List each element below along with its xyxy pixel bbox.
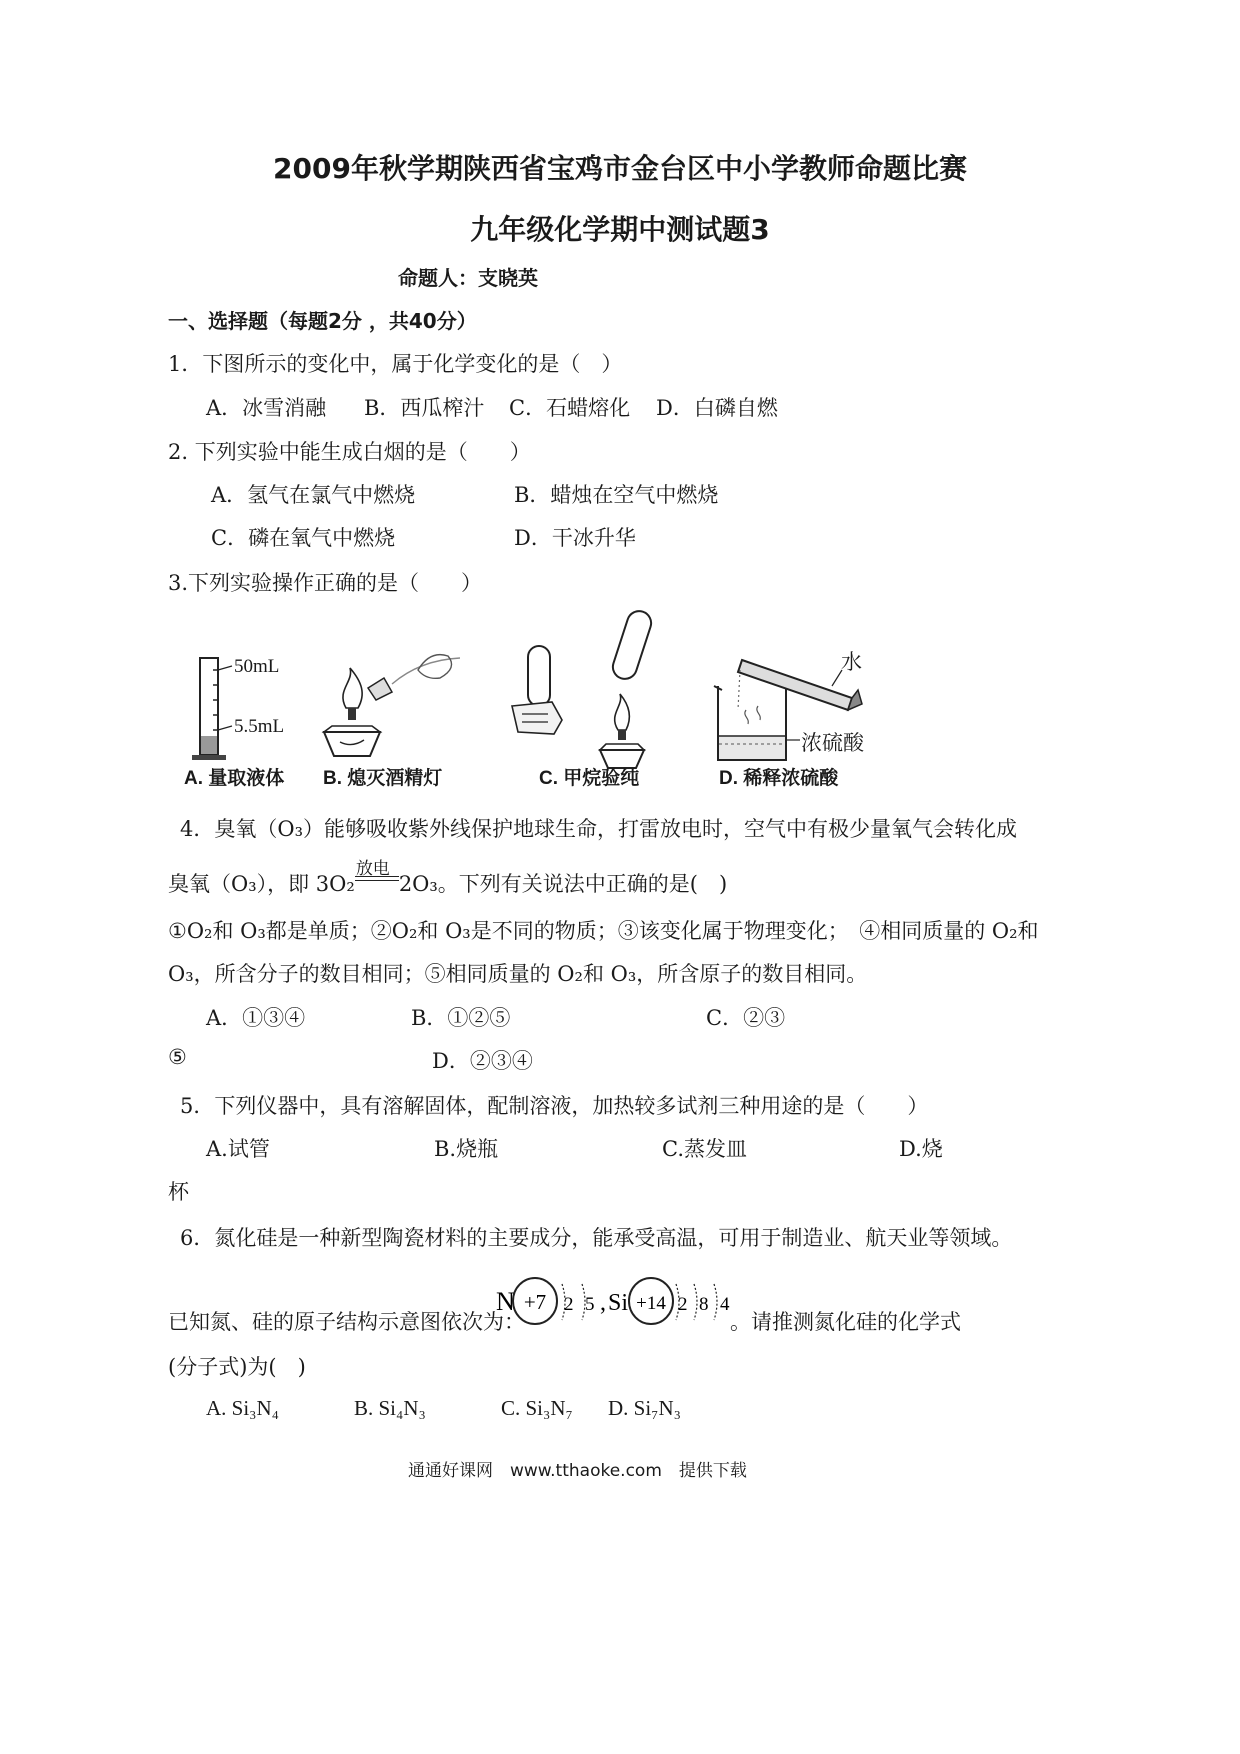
q1-option-c: C．石蜡熔化 [509,396,631,420]
q6-option-a: A. Si₃N₄ [206,1396,279,1420]
q6-option-c: C. Si₃N₇ [501,1396,573,1420]
q6-option-b: B. Si₄N₃ [354,1396,426,1420]
silicon-shell-1: 2 [678,1294,688,1315]
section-heading: 一、选择题（每题2分 ，共40分） [168,309,477,333]
label-5-5ml: 5.5mL [234,716,285,737]
q4-option-c: C．②③ [706,1006,786,1030]
q5-option-d: D.烧 [899,1137,943,1161]
question-3-stem: 3.下列实验操作正确的是（ ） [168,571,483,595]
label-water: 水 [841,650,862,674]
nitrogen-shell-1: 2 [564,1294,574,1315]
silicon-nucleus-charge: +14 [636,1293,666,1314]
q1-option-b: B．西瓜榨汁 [364,396,485,420]
reaction-condition: 放电 [355,859,390,879]
question-6-stem-line2-left: 已知氮、硅的原子结构示意图依次为： [168,1310,525,1334]
q1-option-a: A．冰雪消融 [206,396,327,420]
nitrogen-nucleus-charge: +7 [523,1290,547,1314]
label-sulfuric-acid: 浓硫酸 [801,731,864,755]
q2-option-a: A．氢气在氯气中燃烧 [211,483,416,507]
silicon-shell-3: 4 [720,1294,730,1315]
q3-caption-b: B. 熄灭酒精灯 [323,768,443,789]
q1-option-d: D．白磷自燃 [656,396,778,420]
exam-subtitle: 九年级化学期中测试题3 [470,213,770,246]
q5-option-d-wrap: 杯 [168,1180,189,1204]
question-6-stem-line1: 6．氮化硅是一种新型陶瓷材料的主要成分，能承受高温，可用于制造业、航天业等领域。 [180,1226,1013,1250]
exam-title: 2009年秋学期陕西省宝鸡市金台区中小学教师命题比赛 [273,152,967,185]
question-4-statements-line1: ①O₂和 O₃都是单质；②O₂和 O₃是不同的物质；③该变化属于物理变化； ④相同质量的 O₂和 [168,919,1039,943]
q2-option-b: B．蜡烛在空气中燃烧 [514,483,719,507]
atomic-structure-diagram [494,1272,734,1332]
equals-line-2 [355,880,399,881]
reaction-arrow [355,859,399,891]
q3-caption-a: A. 量取液体 [184,768,285,789]
question-1-stem: 1．下图所示的变化中，属于化学变化的是（ ） [168,352,623,376]
label-50ml: 50mL [234,656,280,677]
atom-separator: , [600,1290,606,1316]
q4-option-a: A．①③④ [206,1006,306,1030]
q4-option-c-wrap: ⑤ [168,1045,187,1069]
q5-option-c: C.蒸发皿 [662,1137,747,1161]
q3-caption-c: C. 甲烷验纯 [539,768,640,789]
question-4-statements-line2: O₃，所含分子的数目相同；⑤相同质量的 O₂和 O₃，所含原子的数目相同。 [168,962,868,986]
nitrogen-symbol: N [496,1287,515,1316]
question-4-stem-line2 [168,859,728,898]
exam-author: 命题人：支晓英 [398,266,538,290]
question-5-stem: 5．下列仪器中，具有溶解固体，配制溶液，加热较多试剂三种用途的是（ ） [180,1094,929,1118]
q4-option-b: B．①②⑤ [411,1006,511,1030]
footer-source: 通通好课网 www.tthaoke.com 提供下载 [408,1461,747,1481]
q5-option-a: A.试管 [206,1137,270,1161]
silicon-shell-2: 8 [699,1294,709,1315]
question-2-stem: 2. 下列实验中能生成白烟的是（ ） [168,440,531,464]
q4-option-d: D．②③④ [432,1049,533,1073]
q4-equation-left: 臭氧（O₃），即 3O₂ [168,872,355,896]
q2-option-d: D．干冰升华 [514,526,636,550]
silicon-symbol: Si [608,1290,629,1316]
alcohol-lamp-blow-figure [310,630,480,765]
q5-option-b: B.烧瓶 [434,1137,499,1161]
equals-line [355,876,399,877]
methane-test-figure [508,610,668,770]
question-6-stem-line2-right: 。请推测氮化硅的化学式 [730,1310,961,1334]
q2-option-c: C．磷在氧气中燃烧 [211,526,396,550]
question-4-stem-line1: 4．臭氧（O₃）能够吸收紫外线保护地球生命，打雷放电时，空气中有极少量氧气会转化成 [180,817,1017,841]
q3-caption-d: D. 稀释浓硫酸 [719,768,839,789]
q6-option-d: D. Si₇N₃ [608,1396,681,1420]
question-6-stem-line3: (分子式)为( ) [168,1355,306,1379]
q4-equation-right: 2O₃。下列有关说法中正确的是( ) [398,872,728,896]
nitrogen-shell-2: 5 [585,1294,595,1315]
